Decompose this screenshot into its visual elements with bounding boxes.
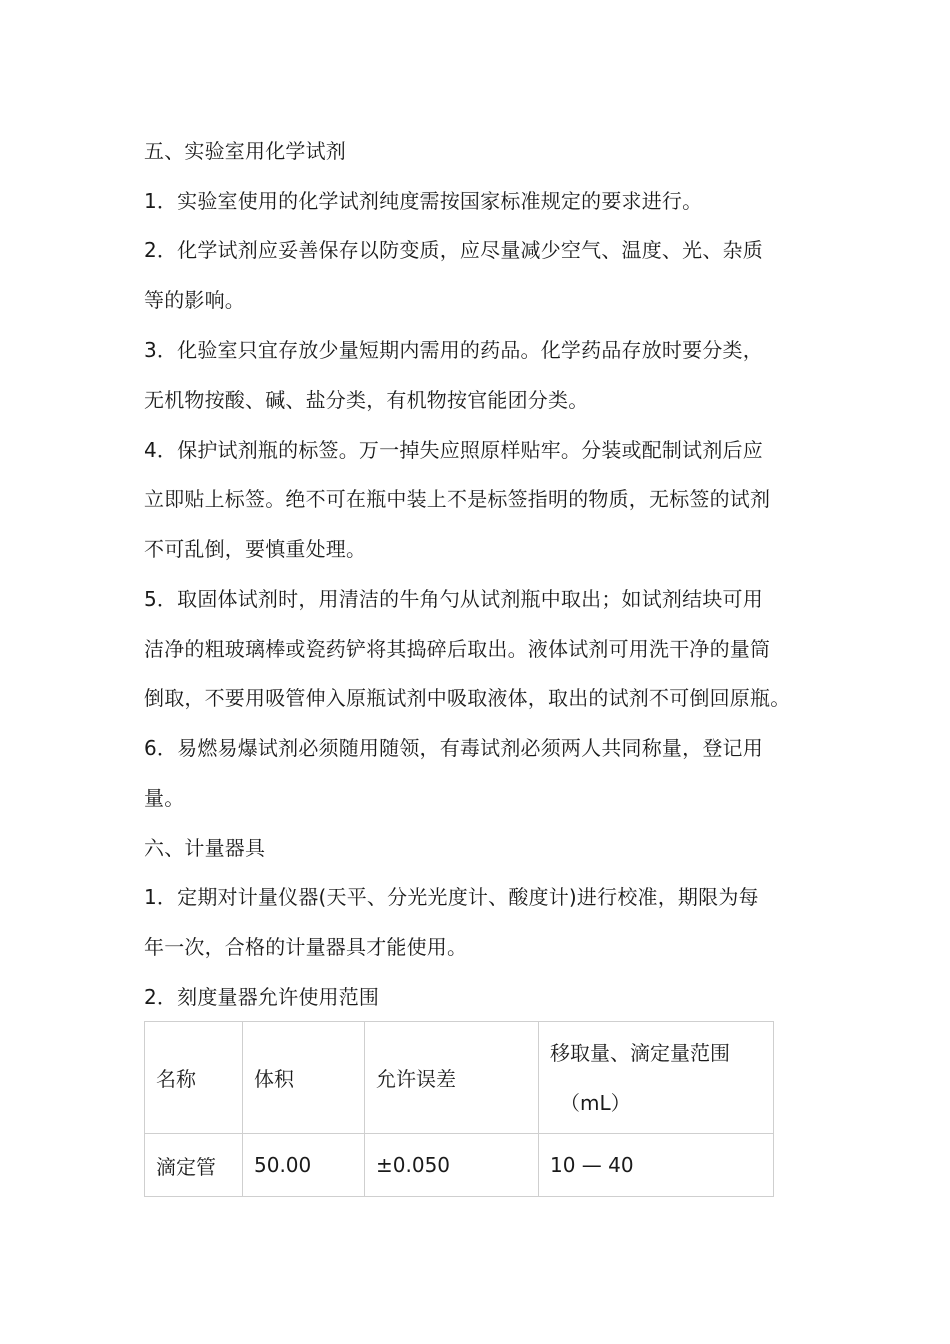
section-heading-instruments: 六、计量器具 [144, 836, 266, 860]
paragraph-line: 1．实验室使用的化学试剂纯度需按国家标准规定的要求进行。 [144, 189, 703, 213]
table-header-row [145, 1022, 774, 1134]
paragraph-line: 1．定期对计量仪器(天平、分光光度计、酸度计)进行校准，期限为每 [144, 885, 759, 909]
paragraph-line: 2．刻度量器允许使用范围 [144, 985, 380, 1009]
measuring-range-table [144, 1021, 774, 1197]
header-text: 移取量、滴定量范围 [550, 1040, 730, 1065]
table-cell: 10 — 40 [539, 1134, 774, 1197]
paragraph-line: 5．取固体试剂时，用清洁的牛角勺从试剂瓶中取出；如试剂结块可用 [144, 587, 763, 611]
table-header-cell [539, 1022, 774, 1134]
paragraph-line: 量。 [144, 786, 185, 810]
paragraph-line: 无机物按酸、碱、盐分类，有机物按官能团分类。 [144, 388, 589, 412]
section-heading-reagents: 五、实验室用化学试剂 [144, 139, 346, 163]
paragraph-line: 等的影响。 [144, 288, 245, 312]
paragraph-line: 年一次，合格的计量器具才能使用。 [144, 935, 468, 959]
paragraph-line: 3．化验室只宜存放少量短期内需用的药品。化学药品存放时要分类， [144, 338, 763, 362]
table-cell: ±0.050 [365, 1134, 539, 1197]
paragraph-line: 倒取，不要用吸管伸入原瓶试剂中吸取液体，取出的试剂不可倒回原瓶。 [144, 686, 791, 710]
table-header-cell: 名称 [145, 1022, 243, 1134]
table-cell: 滴定管 [145, 1134, 243, 1197]
header-unit: （mL） [560, 1090, 631, 1115]
table-row [145, 1134, 774, 1197]
paragraph-line: 不可乱倒，要慎重处理。 [144, 537, 367, 561]
paragraph-line: 洁净的粗玻璃棒或瓷药铲将其捣碎后取出。液体试剂可用洗干净的量筒 [144, 637, 771, 661]
paragraph-line: 立即贴上标签。绝不可在瓶中装上不是标签指明的物质，无标签的试剂 [144, 487, 771, 511]
paragraph-line: 4．保护试剂瓶的标签。万一掉失应照原样贴牢。分装或配制试剂后应 [144, 438, 763, 462]
table-header-cell: 体积 [243, 1022, 365, 1134]
table-header-cell: 允许误差 [365, 1022, 539, 1134]
paragraph-line: 6．易燃易爆试剂必须随用随领，有毒试剂必须两人共同称量，登记用 [144, 736, 763, 760]
paragraph-line: 2．化学试剂应妥善保存以防变质，应尽量减少空气、温度、光、杂质 [144, 238, 763, 262]
table-cell: 50.00 [243, 1134, 365, 1197]
